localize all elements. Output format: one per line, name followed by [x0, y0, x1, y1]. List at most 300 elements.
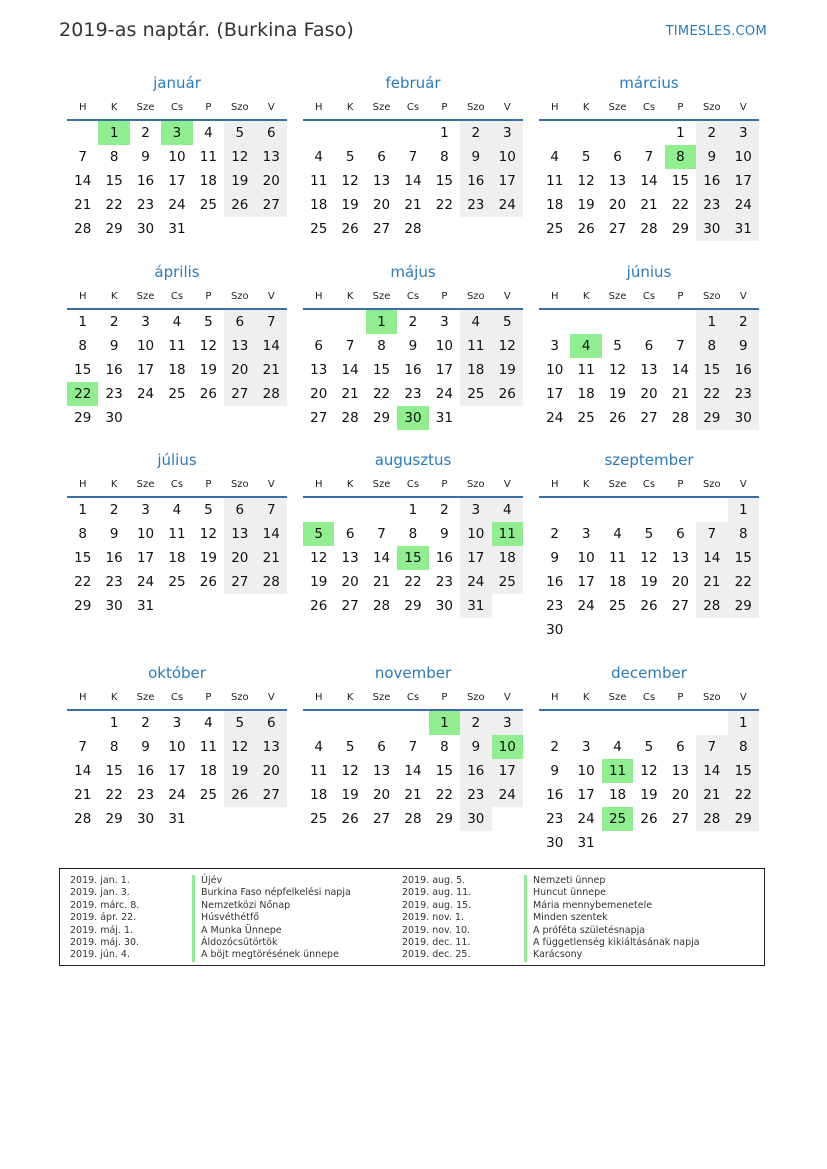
weekend-day-cell: 1	[728, 498, 759, 522]
weekday-label: H	[78, 291, 87, 302]
day-cell: 15	[372, 362, 391, 378]
day-cell: 13	[372, 173, 391, 189]
legend-holiday-name: Áldozócsütörtök	[192, 937, 277, 949]
day-cell: 15	[74, 362, 92, 378]
weekday-label: K	[582, 479, 590, 490]
day-cell: 19	[341, 197, 359, 213]
weekend-day-cell: 29	[728, 594, 759, 618]
day-cell: 29	[671, 221, 689, 237]
day-cell: 1	[440, 125, 449, 141]
empty-cell	[366, 121, 397, 145]
weekday-label: V	[267, 692, 275, 703]
legend-row	[402, 925, 700, 937]
weekend-day-cell: 16	[460, 169, 491, 193]
weekday-label: Cs	[406, 291, 420, 302]
day-cell: 23	[105, 574, 123, 590]
day-cell: 12	[341, 763, 359, 779]
legend-row	[70, 900, 351, 912]
weekend-day-cell: 24	[728, 193, 759, 217]
weekday-header-row	[303, 97, 523, 119]
day-cell: 5	[613, 338, 622, 354]
day-cell: 14	[341, 362, 359, 378]
legend-row	[70, 937, 351, 949]
day-cell: 20	[310, 386, 328, 402]
day-cell: 26	[341, 221, 359, 237]
weekday-label: H	[550, 102, 559, 113]
day-cell: 26	[341, 811, 359, 827]
weekend-day-cell: 6	[224, 310, 255, 334]
day-cell: 22	[74, 574, 92, 590]
day-cell: 18	[168, 362, 186, 378]
day-cell: 18	[608, 574, 627, 590]
day-cell: 2	[109, 314, 119, 330]
day-cell: 30	[546, 835, 564, 851]
weekday-label: Szo	[230, 102, 249, 113]
legend-date: 2019. jún. 4.	[70, 949, 131, 961]
day-cell: 30	[105, 410, 123, 426]
day-cell: 3	[141, 502, 150, 518]
weekend-day-cell: 17	[492, 169, 523, 193]
day-cell: 3	[581, 526, 591, 542]
weekday-label: P	[677, 102, 684, 113]
weekday-label: K	[110, 479, 118, 490]
day-grid	[67, 310, 287, 430]
day-grid	[303, 498, 523, 618]
day-cell: 15	[435, 173, 453, 189]
day-cell: 13	[671, 550, 689, 566]
weekend-day-cell: 20	[256, 759, 287, 783]
day-grid	[67, 121, 287, 241]
day-cell: 22	[671, 197, 689, 213]
legend-date: 2019. máj. 1.	[70, 924, 134, 936]
empty-cell	[334, 498, 365, 522]
legend-date: 2019. márc. 8.	[70, 899, 140, 911]
day-cell: 10	[168, 739, 186, 755]
legend-holiday-name: Újév	[192, 875, 222, 887]
day-cell: 28	[404, 221, 422, 237]
month-calendar	[539, 73, 759, 241]
weekday-header-row	[303, 687, 523, 709]
day-cell: 19	[199, 362, 217, 378]
month-title: június	[626, 263, 672, 281]
weekday-label: K	[582, 291, 590, 302]
legend-row	[402, 949, 700, 961]
weekday-header-row	[539, 286, 759, 308]
day-cell: 13	[341, 550, 359, 566]
day-cell: 8	[109, 739, 119, 755]
holiday-day-cell: 8	[665, 145, 696, 169]
legend-date: 2019. aug. 5.	[402, 875, 466, 886]
weekday-label: V	[739, 102, 747, 113]
day-cell: 26	[310, 598, 328, 614]
weekend-day-cell: 9	[696, 145, 727, 169]
day-cell: 12	[640, 550, 658, 566]
weekend-day-cell: 17	[728, 169, 759, 193]
day-cell: 11	[608, 550, 627, 566]
day-cell: 19	[199, 550, 217, 566]
day-cell: 10	[136, 338, 155, 354]
weekend-day-cell: 6	[224, 498, 255, 522]
weekend-day-cell: 6	[256, 711, 287, 735]
weekday-header-row	[67, 97, 287, 119]
month-calendar	[303, 450, 523, 618]
day-cell: 16	[546, 574, 564, 590]
legend-column-left	[70, 875, 351, 962]
day-cell: 6	[314, 338, 323, 354]
month-calendar	[67, 663, 287, 831]
day-cell: 10	[577, 763, 595, 779]
month-title: február	[385, 74, 441, 92]
day-cell: 10	[546, 362, 564, 378]
day-cell: 4	[613, 526, 622, 542]
day-cell: 17	[435, 362, 453, 378]
day-cell: 4	[172, 314, 182, 330]
day-cell: 17	[168, 763, 186, 779]
day-cell: 13	[372, 763, 391, 779]
day-cell: 18	[310, 787, 328, 803]
weekday-label: Sze	[136, 102, 155, 113]
holiday-day-cell: 1	[429, 711, 460, 735]
day-cell: 11	[168, 526, 186, 542]
weekend-day-cell: 29	[696, 406, 727, 430]
day-cell: 24	[435, 386, 453, 402]
day-cell: 25	[546, 221, 564, 237]
weekend-day-cell: 5	[224, 711, 255, 735]
weekend-day-cell: 16	[460, 759, 491, 783]
weekend-day-cell: 24	[492, 783, 523, 807]
weekend-day-cell: 21	[256, 358, 287, 382]
day-cell: 30	[435, 598, 453, 614]
weekend-day-cell: 3	[728, 121, 759, 145]
weekend-day-cell: 2	[728, 310, 759, 334]
weekday-header-row	[539, 474, 759, 496]
day-cell: 23	[136, 787, 155, 803]
day-cell: 26	[640, 598, 658, 614]
weekend-day-cell: 26	[224, 193, 255, 217]
day-cell: 26	[577, 221, 595, 237]
legend-holiday-name: A próféta születésnapja	[524, 925, 645, 937]
day-cell: 14	[404, 763, 422, 779]
day-cell: 27	[372, 811, 391, 827]
legend-holiday-name: Burkina Faso népfelkelési napja	[192, 887, 351, 899]
weekday-label: K	[582, 102, 590, 113]
weekend-day-cell: 14	[256, 522, 287, 546]
day-cell: 29	[372, 410, 391, 426]
day-cell: 10	[577, 550, 595, 566]
day-cell: 28	[74, 811, 92, 827]
weekend-day-cell: 31	[460, 594, 491, 618]
day-cell: 11	[310, 763, 328, 779]
weekend-day-cell: 28	[696, 807, 727, 831]
weekend-day-cell: 4	[492, 498, 523, 522]
day-cell: 18	[199, 173, 217, 189]
weekday-header-row	[539, 687, 759, 709]
weekday-label: K	[346, 102, 354, 113]
day-cell: 13	[640, 362, 658, 378]
day-cell: 28	[372, 598, 391, 614]
empty-cell	[570, 498, 601, 522]
day-cell: 14	[671, 362, 689, 378]
legend-row	[402, 912, 700, 924]
day-cell: 17	[168, 173, 186, 189]
day-cell: 1	[78, 314, 87, 330]
day-cell: 23	[435, 574, 453, 590]
day-cell: 19	[310, 574, 328, 590]
day-cell: 21	[671, 386, 689, 402]
weekend-day-cell: 24	[492, 193, 523, 217]
weekday-label: Sze	[372, 479, 391, 490]
empty-cell	[334, 121, 365, 145]
weekday-label: V	[503, 291, 511, 302]
day-cell: 19	[577, 197, 595, 213]
day-cell: 23	[546, 598, 564, 614]
weekday-label: Szo	[466, 102, 485, 113]
weekend-day-cell: 25	[492, 570, 523, 594]
weekend-day-cell: 28	[696, 594, 727, 618]
legend-date: 2019. jan. 3.	[70, 887, 130, 899]
day-cell: 17	[577, 787, 595, 803]
day-cell: 10	[435, 338, 453, 354]
day-cell: 20	[671, 574, 689, 590]
weekday-label: V	[267, 479, 275, 490]
day-cell: 9	[141, 149, 150, 165]
weekend-day-cell: 22	[696, 382, 727, 406]
day-cell: 11	[546, 173, 564, 189]
day-cell: 19	[608, 386, 627, 402]
day-cell: 11	[168, 338, 186, 354]
day-cell: 6	[377, 739, 386, 755]
weekday-label: K	[346, 479, 354, 490]
weekday-label: K	[346, 291, 354, 302]
day-cell: 21	[404, 787, 422, 803]
weekend-day-cell: 8	[728, 735, 759, 759]
day-grid	[67, 498, 287, 618]
weekend-day-cell: 16	[696, 169, 727, 193]
empty-cell	[570, 121, 601, 145]
day-grid	[303, 121, 523, 241]
day-cell: 16	[435, 550, 453, 566]
day-cell: 26	[640, 811, 658, 827]
weekend-day-cell: 23	[460, 783, 491, 807]
weekend-day-cell: 1	[728, 711, 759, 735]
weekday-label: Sze	[372, 692, 391, 703]
weekday-label: P	[441, 692, 448, 703]
weekend-day-cell: 19	[492, 358, 523, 382]
month-calendar	[67, 262, 287, 430]
day-cell: 3	[440, 314, 449, 330]
day-cell: 12	[341, 173, 359, 189]
day-cell: 25	[577, 410, 595, 426]
weekday-label: P	[205, 692, 212, 703]
empty-cell	[570, 310, 601, 334]
day-cell: 3	[172, 715, 182, 731]
weekday-label: P	[677, 479, 684, 490]
weekday-label: Szo	[466, 479, 485, 490]
weekend-day-cell: 8	[728, 522, 759, 546]
day-grid	[539, 711, 759, 855]
empty-cell	[539, 121, 570, 145]
day-cell: 14	[74, 763, 92, 779]
day-cell: 4	[204, 715, 213, 731]
month-calendar	[539, 663, 759, 855]
holiday-day-cell: 11	[602, 759, 633, 783]
day-cell: 9	[408, 338, 418, 354]
day-cell: 23	[105, 386, 123, 402]
weekday-label: H	[314, 479, 323, 490]
day-cell: 9	[109, 526, 119, 542]
day-cell: 20	[372, 787, 391, 803]
day-cell: 22	[372, 386, 391, 402]
weekday-header-row	[303, 286, 523, 308]
empty-cell	[67, 121, 98, 145]
day-cell: 24	[136, 574, 155, 590]
day-cell: 6	[676, 526, 685, 542]
weekend-day-cell: 1	[696, 310, 727, 334]
weekend-day-cell: 20	[256, 169, 287, 193]
weekday-label: Cs	[406, 692, 420, 703]
weekday-label: Sze	[136, 692, 155, 703]
day-cell: 1	[78, 502, 87, 518]
month-title: április	[154, 263, 200, 281]
weekend-day-cell: 31	[728, 217, 759, 241]
legend-date: 2019. dec. 11.	[402, 936, 471, 948]
day-cell: 1	[109, 715, 119, 731]
day-grid	[539, 310, 759, 430]
day-cell: 17	[546, 386, 564, 402]
weekend-day-cell: 21	[696, 783, 727, 807]
day-cell: 31	[168, 221, 186, 237]
day-cell: 22	[435, 787, 453, 803]
brand-logo-text[interactable]: TIMESLES.COM	[665, 24, 767, 39]
day-cell: 16	[136, 173, 155, 189]
weekend-day-cell: 19	[224, 169, 255, 193]
empty-cell	[602, 711, 633, 735]
day-cell: 30	[136, 811, 155, 827]
empty-cell	[539, 498, 570, 522]
weekday-label: H	[78, 479, 87, 490]
weekend-day-cell: 13	[256, 145, 287, 169]
day-cell: 31	[435, 410, 453, 426]
day-cell: 5	[644, 739, 654, 755]
weekend-day-cell: 15	[696, 358, 727, 382]
empty-cell	[303, 310, 334, 334]
weekday-label: K	[110, 102, 118, 113]
day-cell: 28	[640, 221, 658, 237]
day-cell: 29	[435, 811, 453, 827]
weekday-label: Szo	[702, 102, 721, 113]
day-cell: 14	[640, 173, 658, 189]
weekday-label: Sze	[608, 479, 627, 490]
weekend-day-cell: 12	[224, 735, 255, 759]
day-cell: 22	[105, 197, 123, 213]
weekday-label: H	[78, 102, 87, 113]
empty-cell	[602, 498, 633, 522]
day-cell: 30	[136, 221, 155, 237]
day-cell: 25	[168, 386, 186, 402]
weekend-day-cell: 16	[728, 358, 759, 382]
day-cell: 6	[613, 149, 622, 165]
day-cell: 9	[109, 338, 119, 354]
empty-cell	[539, 711, 570, 735]
day-cell: 7	[408, 739, 418, 755]
legend-holiday-name: Húsvéthétfő	[192, 912, 259, 924]
day-cell: 27	[671, 598, 689, 614]
weekday-label: Sze	[372, 291, 391, 302]
day-cell: 17	[577, 574, 595, 590]
day-cell: 6	[676, 739, 685, 755]
day-cell: 26	[608, 410, 627, 426]
weekday-label: K	[110, 291, 118, 302]
empty-cell	[696, 711, 727, 735]
day-cell: 10	[136, 526, 155, 542]
empty-cell	[366, 498, 397, 522]
day-cell: 12	[608, 362, 627, 378]
day-cell: 2	[109, 502, 119, 518]
weekend-day-cell: 15	[728, 759, 759, 783]
legend-holiday-name: A Munka Ünnepe	[192, 925, 282, 937]
holiday-day-cell: 10	[492, 735, 523, 759]
weekday-label: H	[314, 102, 323, 113]
day-cell: 22	[435, 197, 453, 213]
day-cell: 28	[671, 410, 689, 426]
weekday-header-row	[303, 474, 523, 496]
month-title: szeptember	[604, 451, 694, 469]
weekday-label: Cs	[642, 102, 656, 113]
day-cell: 18	[546, 197, 564, 213]
empty-cell	[633, 498, 664, 522]
day-cell: 20	[640, 386, 658, 402]
weekend-day-cell: 21	[696, 570, 727, 594]
weekend-day-cell: 30	[460, 807, 491, 831]
weekend-day-cell: 23	[696, 193, 727, 217]
day-cell: 9	[550, 763, 559, 779]
holiday-day-cell: 11	[492, 522, 523, 546]
weekend-day-cell: 11	[460, 334, 491, 358]
legend-row	[402, 937, 700, 949]
weekend-day-cell: 6	[256, 121, 287, 145]
day-cell: 4	[613, 739, 622, 755]
weekday-label: P	[441, 479, 448, 490]
day-cell: 28	[404, 811, 422, 827]
day-cell: 28	[341, 410, 359, 426]
weekend-day-cell: 19	[224, 759, 255, 783]
holiday-day-cell: 3	[161, 121, 192, 145]
day-cell: 16	[105, 550, 123, 566]
day-cell: 8	[78, 526, 87, 542]
weekday-label: P	[441, 291, 448, 302]
legend-date: 2019. nov. 10.	[402, 924, 471, 936]
holiday-day-cell: 1	[98, 121, 129, 145]
day-cell: 21	[404, 197, 422, 213]
weekday-label: Sze	[372, 102, 391, 113]
weekend-day-cell: 13	[224, 334, 255, 358]
day-cell: 11	[199, 739, 217, 755]
day-cell: 14	[372, 550, 391, 566]
day-cell: 7	[78, 149, 87, 165]
day-cell: 2	[141, 125, 150, 141]
weekday-label: P	[205, 102, 212, 113]
weekend-day-cell: 7	[696, 735, 727, 759]
day-cell: 9	[550, 550, 559, 566]
legend-row	[70, 925, 351, 937]
day-cell: 7	[408, 149, 418, 165]
day-cell: 25	[608, 598, 627, 614]
empty-cell	[334, 711, 365, 735]
weekend-day-cell: 10	[728, 145, 759, 169]
day-cell: 30	[105, 598, 123, 614]
weekend-day-cell: 29	[728, 807, 759, 831]
weekend-day-cell: 12	[492, 334, 523, 358]
